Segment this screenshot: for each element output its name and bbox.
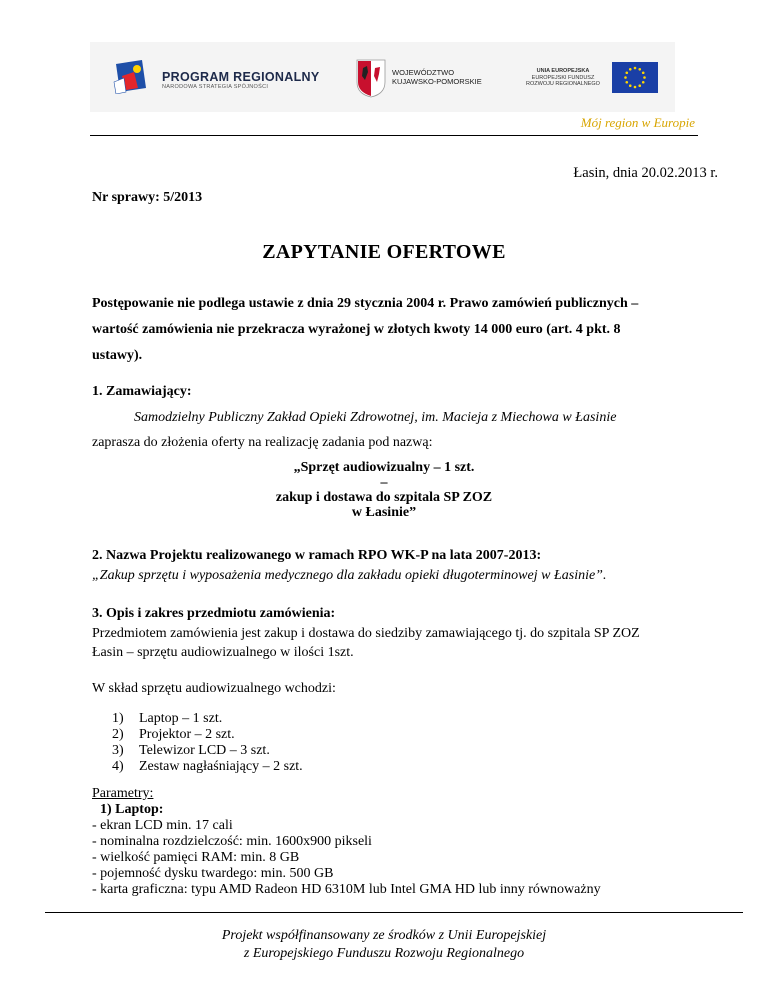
list-item-text: Projektor – 2 szt. xyxy=(139,727,235,742)
document-title: ZAPYTANIE OFERTOWE xyxy=(262,241,506,263)
spec-line: - pojemność dysku twardego: min. 500 GB xyxy=(92,866,334,881)
footer-divider xyxy=(45,912,743,913)
footer-note xyxy=(0,927,768,963)
spec-line: - nominalna rozdzielczość: min. 1600x900 pikseli xyxy=(92,834,372,849)
parameters-section xyxy=(92,786,601,898)
eu-line1: UNIA EUROPEJSKA xyxy=(536,68,590,74)
wojewodztwo-line1: WOJEWÓDZTWO xyxy=(392,68,455,77)
section-3-description xyxy=(92,624,722,662)
laptop-heading: 1) Laptop: xyxy=(100,802,164,817)
spec-line: - karta graficzna: typu AMD Radeon HD 6310M lub Intel GMA HD lub inny równoważny xyxy=(92,882,601,897)
case-number: Nr sprawy: 5/2013 xyxy=(92,190,203,205)
section-3-heading: 3. Opis i zakres przedmiotu zamówienia: xyxy=(92,606,336,621)
eu-line3: ROZWOJU REGIONALNEGO xyxy=(526,81,600,87)
task-line-2: – xyxy=(380,475,388,490)
footer-line-1: Projekt współfinansowany ze środków z Unii Europejskiej xyxy=(221,928,547,943)
invitation-text: zaprasza do złożenia oferty na realizację zadania pod nazwą: xyxy=(92,435,433,450)
eu-flag-icon xyxy=(612,62,658,93)
list-item-number: 4) xyxy=(112,759,124,774)
spec-line: - ekran LCD min. 17 cali xyxy=(92,818,233,833)
eu-star-icon xyxy=(634,67,637,70)
description-line-1: Przedmiotem zamówienia jest zakup i dostawa do siedziby zamawiającego tj. do szpitala SP ZOZ xyxy=(92,626,640,641)
eu-star-icon xyxy=(643,76,646,79)
eu-fund-label xyxy=(518,68,608,88)
parameters-label xyxy=(92,786,601,802)
list-item-number: 2) xyxy=(112,727,124,742)
list-item xyxy=(112,743,303,759)
document-date: Łasin, dnia 20.02.2013 r. xyxy=(573,165,718,181)
footer-line-2: z Europejskiego Funduszu Rozwoju Regionalnego xyxy=(243,946,525,961)
wojewodztwo-line2: KUJAWSKO-POMORSKIE xyxy=(392,77,482,86)
list-item xyxy=(112,727,303,743)
eu-star-icon xyxy=(625,81,628,84)
eu-star-icon xyxy=(638,68,641,71)
list-item-text: Laptop – 1 szt. xyxy=(139,711,223,726)
program-regionalny-logo xyxy=(112,58,152,94)
section-1-heading: 1. Zamawiający: xyxy=(92,384,192,399)
equipment-list-intro: W skład sprzętu audiowizualnego wchodzi: xyxy=(92,681,336,696)
program-regionalny-subtitle: NARODOWA STRATEGIA SPÓJNOŚCI xyxy=(162,84,269,90)
task-line-3: zakup i dostawa do szpitala SP ZOZ xyxy=(275,490,493,505)
list-item-number: 3) xyxy=(112,743,124,758)
eu-star-icon xyxy=(629,68,632,71)
description-line-2: Łasin – sprzętu audiowizualnego w ilości 1szt. xyxy=(92,645,354,660)
equipment-list xyxy=(112,711,303,775)
parameters-label-text: Parametry: xyxy=(92,786,154,801)
eu-star-icon xyxy=(638,84,641,87)
motto: Mój region w Europie xyxy=(580,115,695,130)
task-name xyxy=(0,460,768,520)
list-item xyxy=(112,759,303,775)
project-name: „Zakup sprzętu i wyposażenia medycznego dla zakładu opieki długoterminowej w Łasinie”. xyxy=(92,568,607,583)
list-item-number: 1) xyxy=(112,711,124,726)
list-item-text: Telewizor LCD – 3 szt. xyxy=(139,743,270,758)
eu-star-icon xyxy=(629,84,632,87)
intro-line-1: Postępowanie nie podlega ustawie z dnia 29 stycznia 2004 r. Prawo zamówień publicznych – xyxy=(92,296,639,311)
task-line-1: „Sprzęt audiowizualny – 1 szt. xyxy=(293,460,475,475)
eu-star-icon xyxy=(642,71,645,74)
list-item xyxy=(112,711,303,727)
program-regionalny-label: PROGRAM REGIONALNY xyxy=(162,70,320,84)
header-divider xyxy=(90,135,698,136)
wojewodztwo-label xyxy=(392,68,482,86)
eu-star-icon xyxy=(625,71,628,74)
eu-line2: EUROPEJSKI FUNDUSZ xyxy=(531,74,595,81)
kujawsko-pomorskie-crest-icon xyxy=(355,58,387,98)
spec-line: - wielkość pamięci RAM: min. 8 GB xyxy=(92,850,300,865)
eu-star-icon xyxy=(642,81,645,84)
intro-line-3: ustawy). xyxy=(92,348,143,363)
contracting-authority-name: Samodzielny Publiczny Zakład Opieki Zdrowotnej, im. Macieja z Miechowa w Łasinie xyxy=(134,410,617,425)
eu-star-icon xyxy=(634,86,637,89)
eu-star-icon xyxy=(624,76,627,79)
intro-paragraph xyxy=(92,291,702,369)
section-2-heading: 2. Nazwa Projektu realizowanego w ramach RPO WK-P na lata 2007-2013: xyxy=(92,548,542,563)
intro-line-2: wartość zamówienia nie przekracza wyrażonej w złotych kwoty 14 000 euro (art. 4 pkt. 8 xyxy=(92,322,621,337)
task-line-4: w Łasinie” xyxy=(351,505,417,520)
list-item-text: Zestaw nagłaśniający – 2 szt. xyxy=(139,759,303,774)
